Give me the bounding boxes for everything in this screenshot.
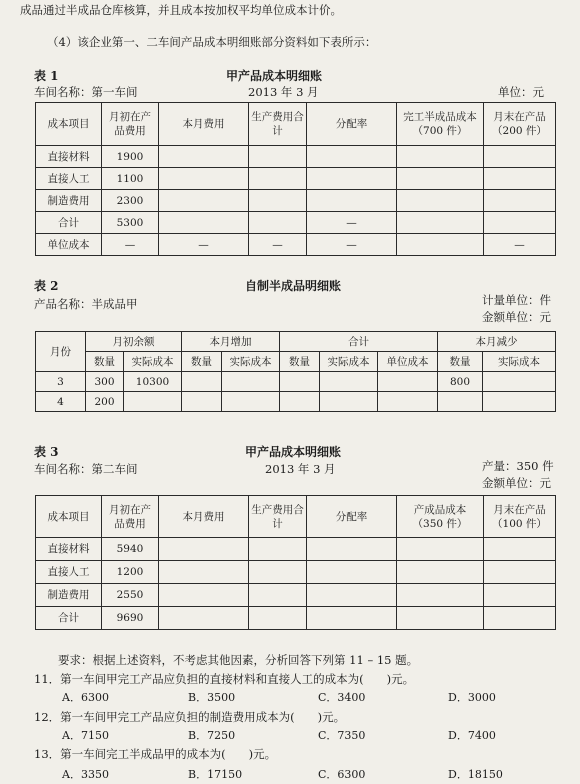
table3-cell (159, 607, 249, 630)
question-13-option-c[interactable]: C．6300 (318, 768, 366, 781)
question-11-option-c[interactable]: C．3400 (318, 691, 366, 704)
table3-header: 月初在产品费用 (102, 496, 159, 538)
table1-cell (159, 212, 249, 234)
table1-cell (397, 234, 484, 256)
table1-workshop: 车间名称：第一车间 (34, 85, 138, 99)
table1-date: 2013 年 3 月 (248, 85, 319, 99)
table2-header: 本月增加 (182, 332, 280, 352)
table1-label: 表 1 (34, 69, 59, 83)
table1-cell (484, 146, 556, 168)
table1-cell (249, 212, 307, 234)
question-13-stem: 13．第一车间完工半成品甲的成本为( )元。 (34, 747, 277, 761)
table2-cell: 200 (86, 392, 124, 412)
table1-cell: 合计 (36, 212, 102, 234)
table3-cell (397, 584, 484, 607)
table1-header: 月初在产品费用 (102, 103, 159, 146)
table3-date: 2013 年 3 月 (265, 462, 336, 476)
table1-cell (159, 168, 249, 190)
table1-cell (397, 190, 484, 212)
table3-cell (397, 538, 484, 561)
table2-cell (280, 372, 320, 392)
table1-cell (159, 190, 249, 212)
table2-cell (438, 392, 483, 412)
question-13-option-d[interactable]: D．18150 (448, 768, 503, 781)
table2-cell: 800 (438, 372, 483, 392)
table3-cell (484, 538, 556, 561)
intro-line-1: 成品通过半成品仓库核算，并且成本按加权平均单位成本计价。 (20, 3, 342, 17)
table3-output: 产量：350 件 (482, 459, 554, 473)
table2-header: 本月减少 (438, 332, 556, 352)
table-row (36, 607, 556, 630)
table3-cell: 直接人工 (36, 561, 102, 584)
table1-cell: — (159, 234, 249, 256)
table1-cell: 2300 (102, 190, 159, 212)
requirement: 要求：根据上述资料，不考虑其他因素，分析回答下列第 11 – 15 题。 (58, 653, 419, 667)
table-row (36, 190, 556, 212)
table1-cell (397, 168, 484, 190)
table2-header: 月份 (36, 332, 86, 372)
table1-cell: 1900 (102, 146, 159, 168)
table3-cell (397, 561, 484, 584)
table-row (36, 146, 556, 168)
table1-cell: 5300 (102, 212, 159, 234)
table3-cell (249, 561, 307, 584)
table3-cell (159, 561, 249, 584)
table3-header: 月末在产品（100 件） (484, 496, 556, 538)
question-13-option-a[interactable]: A．3350 (62, 768, 109, 781)
intro-line-2: （4）该企业第一、二车间产品成本明细账部分资料如下表所示： (47, 35, 377, 49)
table3-cell: 5940 (102, 538, 159, 561)
question-12-option-a[interactable]: A．7150 (62, 729, 109, 742)
table2-cell (124, 392, 182, 412)
table2-cell (182, 372, 222, 392)
table1-cell: — (484, 234, 556, 256)
table2-header: 实际成本 (483, 352, 556, 372)
table1-cell (307, 190, 397, 212)
table2-cell: 4 (36, 392, 86, 412)
table3-cell (249, 538, 307, 561)
table1-cell: 直接材料 (36, 146, 102, 168)
table1-cell (484, 190, 556, 212)
table1-unit: 单位：元 (498, 85, 544, 99)
table2-unit-amount: 金额单位：元 (482, 310, 551, 324)
table3-unit: 金额单位：元 (482, 476, 551, 490)
table3-cell (307, 584, 397, 607)
table1-cell (397, 212, 484, 234)
table1-cell: 直接人工 (36, 168, 102, 190)
table3-label: 表 3 (34, 445, 59, 459)
table1-cell (249, 190, 307, 212)
table3-cell (484, 584, 556, 607)
table1-cell: 单位成本 (36, 234, 102, 256)
table1-cell: — (307, 212, 397, 234)
table3-cell (397, 607, 484, 630)
table1-cell: 1100 (102, 168, 159, 190)
table1-cell: — (307, 234, 397, 256)
table2-unit-quantity: 计量单位：件 (482, 293, 551, 307)
table2-header: 实际成本 (222, 352, 280, 372)
question-12-stem: 12．第一车间甲完工产品应负担的制造费用成本为( )元。 (34, 710, 346, 724)
table2-header: 实际成本 (124, 352, 182, 372)
table2-group-header-row (36, 332, 556, 352)
table1-header: 成本项目 (36, 103, 102, 146)
table3-cell (249, 607, 307, 630)
table1-cell (249, 146, 307, 168)
table2-label: 表 2 (34, 279, 59, 293)
table3-workshop: 车间名称：第二车间 (34, 462, 138, 476)
question-11-option-b[interactable]: B．3500 (188, 691, 236, 704)
table2-cell: 300 (86, 372, 124, 392)
table3-cell: 合计 (36, 607, 102, 630)
question-11-option-a[interactable]: A．6300 (62, 691, 109, 704)
table1-header: 分配率 (307, 103, 397, 146)
table1-cell (397, 146, 484, 168)
table3-cell (484, 607, 556, 630)
table1-cell (307, 168, 397, 190)
table3-cell (159, 538, 249, 561)
table-row (36, 584, 556, 607)
table2-cell (222, 392, 280, 412)
question-13-option-b[interactable]: B．17150 (188, 768, 243, 781)
table3-cell: 1200 (102, 561, 159, 584)
table3-header: 分配率 (307, 496, 397, 538)
table3-title: 甲产品成本明细账 (245, 445, 342, 459)
table2-cell: 3 (36, 372, 86, 392)
table3-cell: 制造费用 (36, 584, 102, 607)
table2-header: 数量 (438, 352, 483, 372)
table1-cell: 制造费用 (36, 190, 102, 212)
table-row (36, 561, 556, 584)
table2-sub-header-row (36, 352, 556, 372)
question-12-option-d[interactable]: D．7400 (448, 729, 496, 742)
table3-cell (159, 584, 249, 607)
table2-cell (378, 392, 438, 412)
table2-header: 合计 (280, 332, 438, 352)
table1-cell (484, 168, 556, 190)
table-row (36, 168, 556, 190)
table2-header: 月初余额 (86, 332, 182, 352)
table3-cell (307, 561, 397, 584)
table2-cell (280, 392, 320, 412)
table1-cell: — (249, 234, 307, 256)
table3-cell (484, 561, 556, 584)
table2-header: 数量 (86, 352, 124, 372)
table2-cell (182, 392, 222, 412)
table1-header: 本月费用 (159, 103, 249, 146)
table1-title: 甲产品成本明细账 (226, 69, 323, 83)
table3-header: 产成品成本（350 件） (397, 496, 484, 538)
table1-cell (484, 212, 556, 234)
table3-cell (249, 584, 307, 607)
question-11-stem: 11．第一车间甲完工产品应负担的直接材料和直接人工的成本为( )元。 (34, 672, 415, 686)
table2-header: 单位成本 (378, 352, 438, 372)
table2-header: 数量 (182, 352, 222, 372)
table2-cell (320, 392, 378, 412)
table1-header-row (36, 103, 556, 146)
table1-cell (249, 168, 307, 190)
table3-header-row (36, 496, 556, 538)
table3-cell: 2550 (102, 584, 159, 607)
table2 (35, 331, 556, 412)
table-row (36, 392, 556, 412)
table2-cell (320, 372, 378, 392)
table2-cell (483, 392, 556, 412)
table3-header: 生产费用合计 (249, 496, 307, 538)
question-11-option-d[interactable]: D．3000 (448, 691, 496, 704)
question-12-option-b[interactable]: B．7250 (188, 729, 236, 742)
table2-cell (378, 372, 438, 392)
table2-cell (483, 372, 556, 392)
table1-header: 完工半成品成本（700 件） (397, 103, 484, 146)
table1 (35, 102, 556, 256)
table2-title: 自制半成品明细账 (245, 279, 342, 293)
table2-cell (222, 372, 280, 392)
table2-header: 实际成本 (320, 352, 378, 372)
table3-header: 本月费用 (159, 496, 249, 538)
question-12-option-c[interactable]: C．7350 (318, 729, 366, 742)
table1-header: 生产费用合计 (249, 103, 307, 146)
table3-header: 成本项目 (36, 496, 102, 538)
table-row (36, 212, 556, 234)
table3-cell (307, 538, 397, 561)
table3-cell: 9690 (102, 607, 159, 630)
table2-product: 产品名称：半成品甲 (34, 297, 138, 311)
table3-cell (307, 607, 397, 630)
table1-header: 月末在产品（200 件） (484, 103, 556, 146)
table2-header: 数量 (280, 352, 320, 372)
table3-cell: 直接材料 (36, 538, 102, 561)
table2-cell: 10300 (124, 372, 182, 392)
table1-cell: — (102, 234, 159, 256)
table3 (35, 495, 556, 630)
table1-cell (159, 146, 249, 168)
table-row (36, 234, 556, 256)
table1-cell (307, 146, 397, 168)
table-row (36, 372, 556, 392)
table-row (36, 538, 556, 561)
